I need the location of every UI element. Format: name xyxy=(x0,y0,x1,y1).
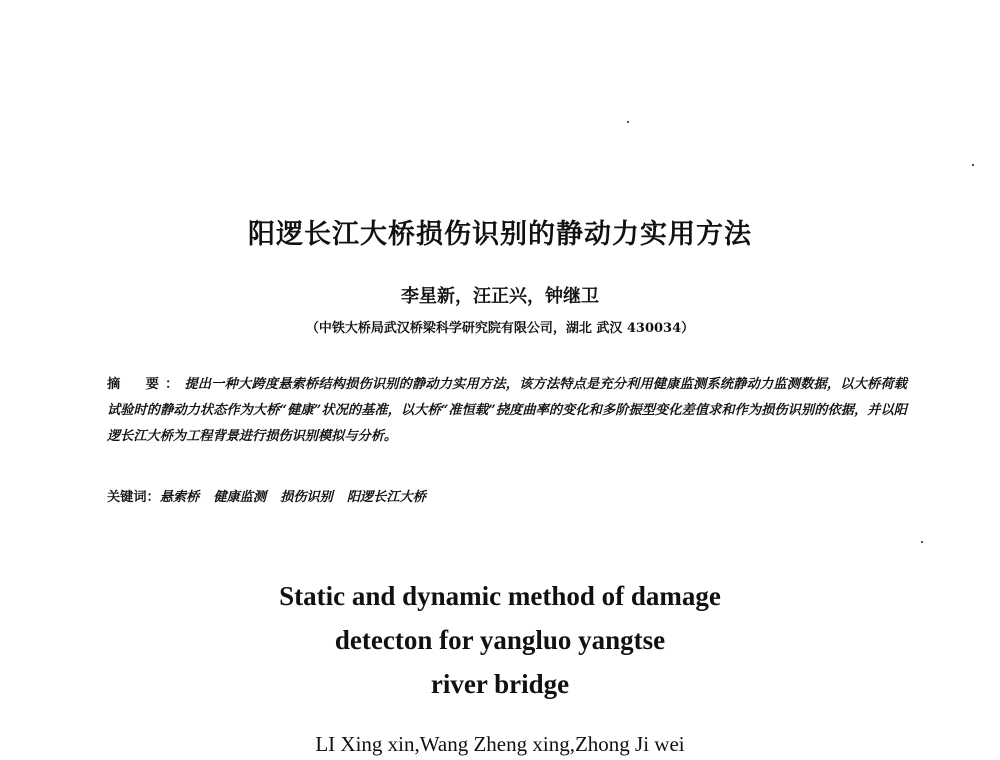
keyword-item: 健康监测 xyxy=(213,490,267,505)
scan-speck xyxy=(627,121,629,123)
abstract-text: 提出一种大跨度悬索桥结构损伤识别的静动力实用方法，该方法特点是充分利用健康监测系统静动力监测数据，以大桥荷载试验时的静动力状态作为大桥“健康”状况的基准，以大桥“准恒载”挠度曲率的变化和多阶振型变化差值求和作为损伤识别的依据，并以阳逻长江大桥为工程背景进行损伤识别模拟与分析。 xyxy=(107,377,907,444)
keyword-item: 阳逻长江大桥 xyxy=(346,490,426,505)
abstract-label: 摘 要： xyxy=(107,377,185,392)
affiliation-chinese: （中铁大桥局武汉桥梁科学研究院有限公司，湖北 武汉 430034） xyxy=(305,321,695,336)
keyword-item: 悬索桥 xyxy=(159,490,200,505)
authors-chinese: 李星新，汪正兴，钟继卫 xyxy=(401,286,599,307)
title-line: river bridge xyxy=(430,669,570,699)
authors-english: LI Xing xin,Wang Zheng xing,Zhong Ji wei xyxy=(315,732,685,756)
keywords-label: 关键词： xyxy=(107,490,160,505)
paper-title-chinese: 阳逻长江大桥损伤识别的静动力实用方法 xyxy=(248,219,752,250)
paper-title-english xyxy=(0,574,1000,706)
abstract xyxy=(107,372,907,450)
title-line: detecton for yangluo yangtse xyxy=(334,625,666,655)
keyword-item: 损伤识别 xyxy=(280,490,333,505)
keywords xyxy=(107,485,907,511)
scan-speck xyxy=(972,164,974,166)
scan-speck xyxy=(921,541,923,543)
title-line: Static and dynamic method of damage xyxy=(279,581,721,611)
